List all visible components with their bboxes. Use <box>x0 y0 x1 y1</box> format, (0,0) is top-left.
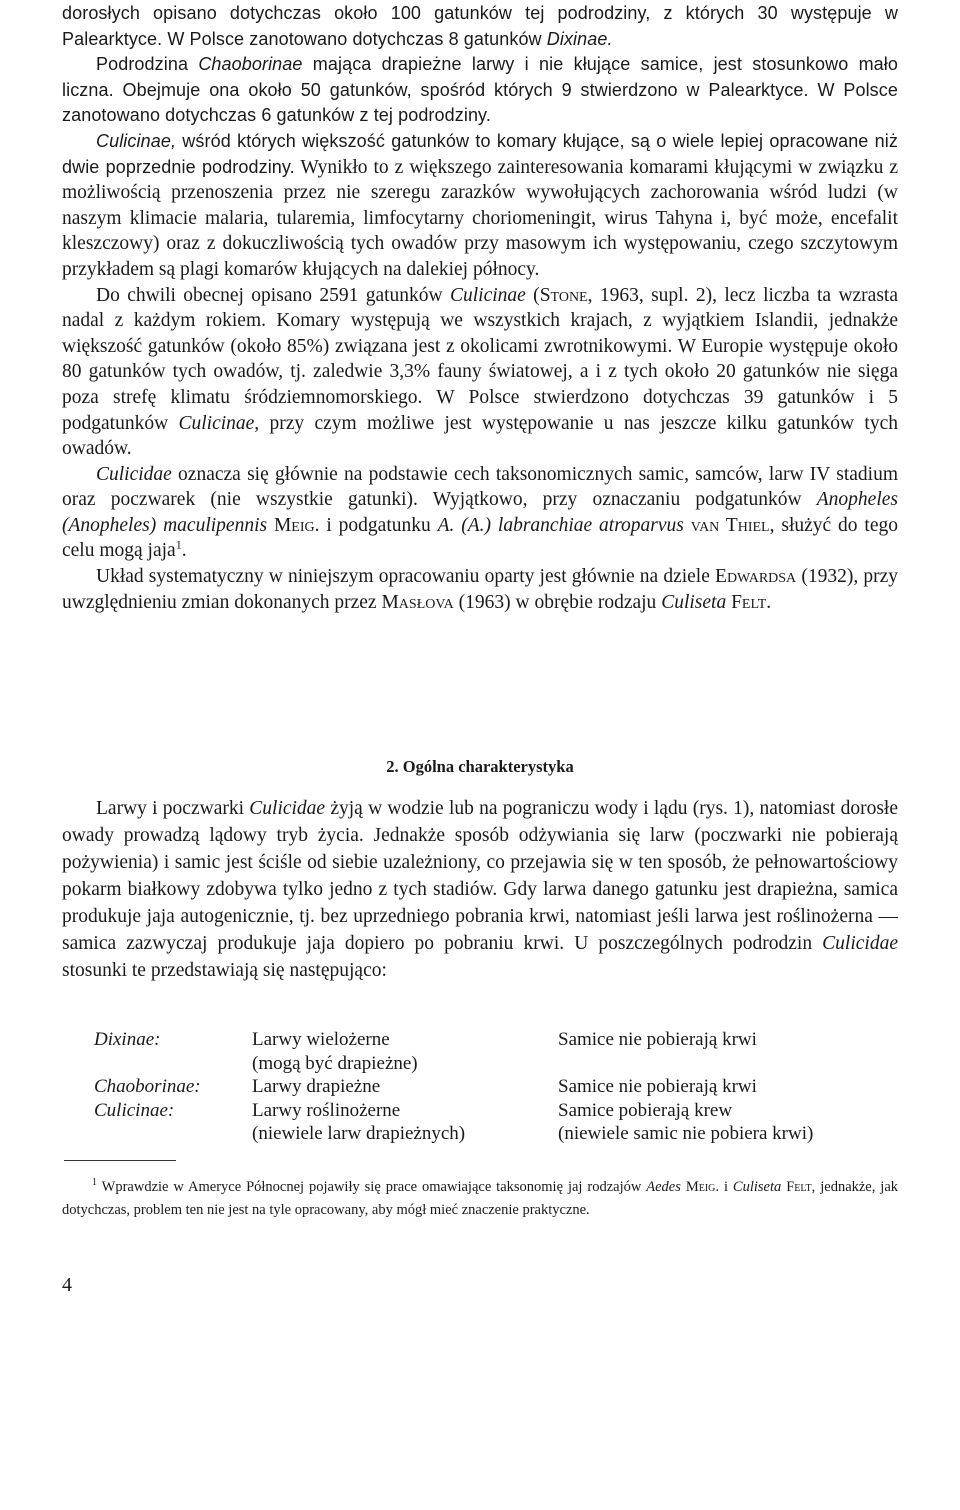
table-cell-females: Samice nie pobierają krwi <box>558 1029 757 1050</box>
table-row <box>94 1075 894 1099</box>
table-row <box>94 1052 894 1076</box>
table-cell-larvae: Larwy drapieżne <box>252 1076 381 1097</box>
table-row <box>94 1028 894 1052</box>
section-heading: 2. Ogólna charakterystyka <box>386 757 574 776</box>
paragraph-system: Układ systematyczny w niniejszym opracowaniu oparty jest głównie na dziele Edwardsa (1932), przy uwzględnieniu zmian dokonanych przez Masłova (1963) w obrębie rodzaju Culiseta Felt. <box>62 566 898 613</box>
footnote-divider <box>64 1160 176 1161</box>
paragraph-identification: Culicidae oznacza się głównie na podstawie cech taksonomicznych samic, samców, larw IV stadium oraz poczwarek (nie wszystkie gatunki). Wyjątkowo, przy oznaczaniu podgatunków Anopheles (Anopheles) maculipennis Meig. i podgatunku A. (A.) labranchiae atroparvus van Thiel, służyć do tego celu mogą jaja$^1$. <box>62 463 898 562</box>
table-cell-group: Dixinae: <box>94 1029 161 1050</box>
table-row <box>94 1122 894 1146</box>
table-cell-females <box>558 1052 894 1076</box>
page-number: 4 <box>62 1274 72 1296</box>
table-cell-larvae: Larwy roślinożerne <box>252 1099 401 1121</box>
body-text-section-1 <box>62 1 898 615</box>
table-cell-group: Culicinae: <box>94 1099 175 1121</box>
body-text-section-2 <box>62 795 898 984</box>
footnote-marker: 1 <box>175 537 182 552</box>
paragraph-chaoborinae: Podrodzina Chaoborinae mająca drapieżne larwy i nie kłujące samice, jest stosunkowo mało liczna. Obejmuje ona około 50 gatunków, spośród których 9 stwierdzono w Palearktyce. W Polsce zanotowano dotychczas 6 gatunków z tej podrodziny. <box>62 54 898 126</box>
table-row <box>94 1099 894 1123</box>
table-cell-larvae: Larwy wielożerne <box>252 1029 390 1050</box>
table-cell-larvae: (mogą być drapieżne) <box>252 1052 418 1074</box>
table-cell-group <box>94 1122 252 1146</box>
table-cell-larvae: (niewiele larw drapieżnych) <box>252 1123 466 1144</box>
paragraph-dixinae: dorosłych opisano dotychczas około 100 gatunków tej podrodziny, z których 30 występuje w Palearktyce. W Polsce zanotowano dotychczas 8 gatunków Dixinae. <box>62 3 898 49</box>
footnote: $^1$ Wprawdzie w Ameryce Północnej pojawiły się prace omawiające taksonomię jaj rodzajów Aedes Meig. i Culiseta Felt, jednakże, jak dotychczas, problem ten nie jest na tyle opracowany, aby mógł mieć znaczenie praktyczne. <box>62 1177 899 1218</box>
table-cell-females: Samice pobierają krew <box>558 1099 733 1121</box>
table-cell-females: (niewiele samic nie pobiera krwi) <box>558 1123 814 1144</box>
paragraph-species-count: Do chwili obecnej opisano 2591 gatunków Culicinae (Stone, 1963, supl. 2), lecz liczba ta wzrasta nadal z każdym rokiem. Komary występują we wszystkich krajach, z wyjątkiem Islandii, jednakże większość gatunków (około 85%) związana jest z okolicami zwrotnikowymi. W Europie występuje około 80 gatunków tych owadów, tj. zaledwie 3,3% fauny światowej, a i z tych około 20 gatunków nie sięga poza strefę klimatu śródziemnomorskiego. W Polsce stwierdzono dotychczas 39 gatunków i 5 podgatunków Culicinae, przy czym możliwe jest występowanie u nas jeszcze kilku gatunków tych owadów. <box>62 284 898 460</box>
paragraph-general-characteristics: Larwy i poczwarki Culicidae żyją w wodzie lub na pograniczu wody i lądu (rys. 1), natomiast dorosłe owady prowadzą lądowy tryb życia. Jednakże sposób odżywiania się larw (poczwarki nie pobierają pożywienia) i samic jest ściśle od siebie uzależniony, co przejawia się w ten sposób, że pełnowartościowy pokarm białkowy zdobywa tylko jedno z tych stadiów. Gdy larwa danego gatunku jest drapieżna, samica produkuje jaja autogenicznie, tj. bez uprzedniego pobrania krwi, natomiast jeśli larwa jest roślinożerna — samica zazwyczaj produkuje jaja dopiero po pobraniu krwi. U poszczególnych podrodzin Culicidae stosunki te przedstawiają się następująco: <box>62 798 898 981</box>
table-cell-group <box>94 1052 252 1076</box>
table-cell-group: Chaoborinae: <box>94 1076 201 1097</box>
paragraph-culicinae: Culicinae, wśród których większość gatunków to komary kłujące, są o wiele lepiej opracowane niż dwie poprzednie podrodziny. Wynikło to z większego zainteresowania komarami kłującymi w związku z możliwością przenoszenia przez nie szeregu zarazków wywołujących zachorowania wśród ludzi (w naszym klimacie malaria, tularemia, limfocytarny choriomeningit, wirus Tahyna i, być może, encefalit kleszczowy) oraz z dokuczliwością tych owadów przy masowym ich występowaniu, czego szczytowym przykładem są plagi komarów kłujących na dalekiej północy. <box>62 130 899 280</box>
table-cell-females: Samice nie pobierają krwi <box>558 1076 757 1097</box>
feeding-table <box>94 1028 894 1146</box>
